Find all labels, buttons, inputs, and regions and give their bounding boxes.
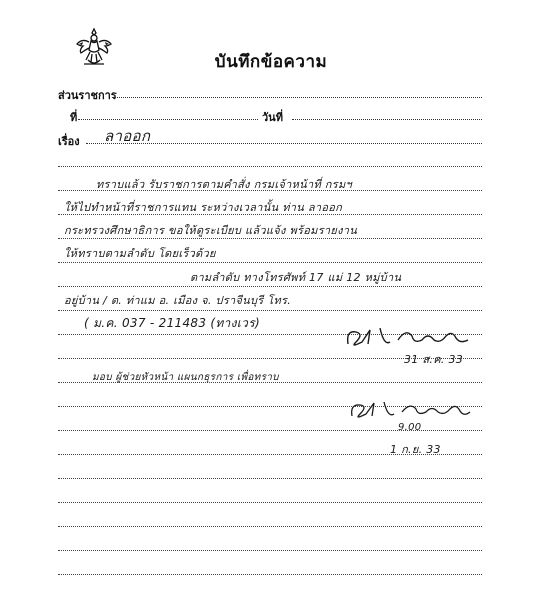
body-line-7: ( ม.ค. 037 - 211483 (ทางเวร) [84, 316, 260, 330]
subject-label: เรื่อง [58, 135, 80, 148]
body-line-3: กระทรวงศึกษาธิการ ขอให้ดูระเบียบ แล้วแจ้ง พร้อมรายงาน [64, 224, 358, 237]
ruled-line [58, 286, 482, 287]
body-line-1: ทราบแล้ว รับราชการตามคำสั่ง กรมเจ้าหน้าที่ กรมฯ [96, 178, 352, 191]
ruled-line [58, 574, 482, 575]
memo-title: บันทึกข้อความ [214, 52, 328, 72]
signature-1-date: 31 ส.ค. 33 [404, 353, 464, 366]
agency-label: ส่วนราชการ [58, 89, 117, 102]
signature-2-date: 1 ก.ย. 33 [390, 443, 441, 456]
subject-handwriting: ลาออก [104, 127, 151, 145]
body-line-4: ให้ทราบตามลำดับ โดยเร็วด้วย [64, 247, 216, 260]
ruled-line [58, 502, 482, 503]
body-line-6: อยู่บ้าน / ต. ท่าแม อ. เมือง จ. ปราจีนบุรี โทร. [64, 294, 292, 307]
date-line [292, 119, 482, 120]
agency-line [112, 97, 482, 98]
body-line-5: ตามลำดับ ทางโทรศัพท์ 17 แม่ 12 หมู่บ้าน [190, 271, 402, 284]
body-line-2: ให้ไปทำหน้าที่ราชการแทน ระหว่างเวลานั้น ท่าน ลาออก [64, 201, 343, 214]
date-label: วันที่ [262, 111, 283, 124]
number-label: ที่ [70, 111, 78, 124]
ruled-line [58, 166, 482, 167]
number-line [78, 119, 258, 120]
note-line: มอบ ผู้ช่วยหัวหน้า แผนกธุรการ เพื่อทราบ [92, 372, 279, 383]
signature-1 [340, 322, 480, 350]
ruled-line [58, 526, 482, 527]
ruled-line [58, 262, 482, 263]
ruled-line [58, 550, 482, 551]
signature-2-time: 9.00 [398, 422, 422, 433]
ruled-line [58, 310, 482, 311]
ruled-line [58, 478, 482, 479]
signature-2 [346, 396, 476, 422]
